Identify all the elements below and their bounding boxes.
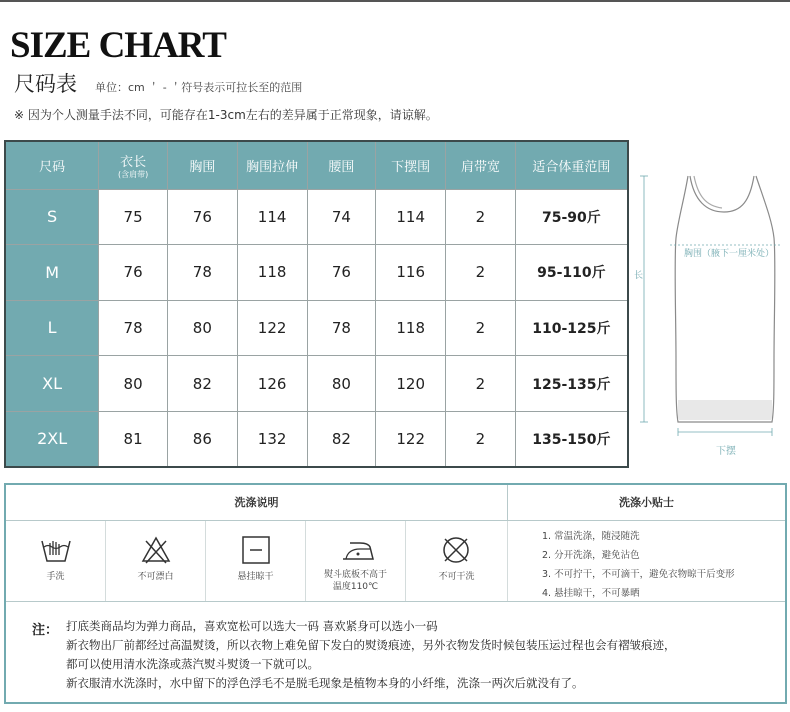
care-icon-label: 悬挂晾干 (237, 572, 274, 582)
care-icon-label (306, 569, 405, 593)
note-line: 都可以使用清水洗涤或蒸汽熨斗熨烫一下就可以。 (66, 657, 319, 671)
header-sublabel: (含肩带) (117, 170, 149, 180)
iron-icon (340, 535, 376, 565)
list-item: 2. 分开洗涤，避免沾色 (542, 550, 640, 561)
note-line: 打底类商品均为弹力商品，喜欢宽松可以选大一码 喜欢紧身可以选小一码 (66, 619, 438, 633)
page-title: SIZE CHART (10, 25, 226, 66)
note-line: 新衣物出厂前都经过高温熨烫，所以衣物上难免留下发白的熨烫痕迹，另外衣物发货时候包装压运过程也会有褶皱痕迹， (66, 638, 676, 652)
table-cell: 2 (446, 356, 516, 412)
no-dry-clean-icon (440, 535, 472, 565)
iron-label-line2: 温度110℃ (332, 582, 379, 592)
care-icon-label: 不可干洗 (438, 572, 475, 582)
size-cell: S (5, 189, 99, 245)
hand-wash-icon (40, 535, 72, 565)
table-cell: 82 (307, 411, 376, 467)
weight-cell: 110-125斤 (515, 300, 628, 356)
table-cell: 82 (167, 356, 237, 412)
measurement-disclaimer: ※ 因为个人测量手法不同，可能存在1-3cm左右的差异属于正常现象，请谅解。 (14, 108, 438, 122)
size-cell: XL (5, 356, 99, 412)
weight-cell: 135-150斤 (515, 411, 628, 467)
table-row (5, 245, 628, 301)
header-label: 适合体重范围 (532, 159, 611, 175)
weight-cell: 75-90斤 (515, 189, 628, 245)
table-cell: 76 (307, 245, 376, 301)
table-cell: 80 (99, 356, 168, 412)
header-label: 胸围 (189, 159, 216, 175)
note-line: 新衣服清水洗涤时，水中留下的浮色浮毛不是脱毛现象是植物本身的小纤维，洗涤一两次后就没有了。 (66, 676, 584, 690)
header-label: 腰围 (328, 159, 355, 175)
table-cell: 78 (307, 300, 376, 356)
list-item: 4. 悬挂晾干，不可暴晒 (542, 588, 640, 599)
table-cell: 2 (446, 411, 516, 467)
table-cell: 114 (237, 189, 307, 245)
divider (6, 601, 785, 602)
table-cell: 2 (446, 245, 516, 301)
header-weight-range (515, 141, 628, 189)
care-section (4, 483, 787, 704)
weight-cell: 95-110斤 (515, 245, 628, 301)
table-cell: 114 (376, 189, 446, 245)
hem-label: 下摆 (716, 446, 736, 457)
note-label: 注： (32, 623, 59, 638)
table-row (5, 356, 628, 412)
care-tips-list (542, 527, 735, 603)
table-cell: 2 (446, 189, 516, 245)
care-icon-cell (6, 521, 106, 601)
table-row (5, 411, 628, 467)
notes-block (66, 617, 676, 693)
header-label: 尺码 (39, 159, 66, 175)
list-item: 3. 不可拧干，不可滴干，避免衣物晾干后变形 (542, 569, 735, 580)
page-subtitle: 尺码表 (14, 72, 77, 96)
header-label: 下摆围 (391, 159, 431, 175)
iron-label-line1: 熨斗底板不高于 (323, 570, 387, 580)
hang-dry-icon (240, 535, 272, 565)
care-icon-cell (406, 521, 508, 601)
header-chest-stretch (237, 141, 307, 189)
table-cell: 76 (99, 245, 168, 301)
table-cell: 74 (307, 189, 376, 245)
length-label: 长 (634, 271, 644, 281)
table-cell: 118 (237, 245, 307, 301)
size-table (4, 140, 629, 468)
table-cell: 120 (376, 356, 446, 412)
table-row (5, 300, 628, 356)
garment-diagram (632, 160, 790, 465)
header-hem (376, 141, 446, 189)
header-strap-width (446, 141, 516, 189)
top-rule (0, 0, 790, 2)
header-size (5, 141, 99, 189)
header-length (99, 141, 168, 189)
table-cell: 2 (446, 300, 516, 356)
header-chest (167, 141, 237, 189)
table-cell: 116 (376, 245, 446, 301)
care-icon-label: 不可漂白 (137, 572, 174, 582)
size-cell: M (5, 245, 99, 301)
care-instructions-title: 洗涤说明 (6, 485, 508, 521)
size-cell: 2XL (5, 411, 99, 467)
care-icon-cell (106, 521, 206, 601)
table-cell: 122 (376, 411, 446, 467)
list-item: 1. 常温洗涤，随浸随洗 (542, 531, 640, 542)
table-cell: 132 (237, 411, 307, 467)
table-cell: 78 (167, 245, 237, 301)
chest-label: 胸围（腋下一厘米处） (684, 249, 775, 259)
care-icon-cell (306, 521, 406, 601)
table-cell: 78 (99, 300, 168, 356)
header-label: 衣长 (120, 155, 147, 171)
header-waist (307, 141, 376, 189)
table-cell: 76 (167, 189, 237, 245)
size-cell: L (5, 300, 99, 356)
care-icon-cell (206, 521, 306, 601)
hem-band (678, 400, 772, 420)
care-icon-label: 手洗 (46, 572, 65, 582)
header-label: 胸围拉伸 (246, 159, 299, 175)
care-tips-title: 洗涤小贴士 (508, 485, 785, 521)
no-bleach-icon (140, 535, 172, 565)
table-cell: 126 (237, 356, 307, 412)
table-cell: 81 (99, 411, 168, 467)
table-cell: 86 (167, 411, 237, 467)
table-cell: 118 (376, 300, 446, 356)
unit-note: 单位：cm ＇ - ＇符号表示可拉长至的范围 (95, 81, 303, 94)
table-cell: 122 (237, 300, 307, 356)
table-header-row (5, 141, 628, 189)
table-cell: 80 (167, 300, 237, 356)
table-row (5, 189, 628, 245)
header-label: 肩带宽 (460, 159, 500, 175)
table-cell: 75 (99, 189, 168, 245)
tank-top-outline (675, 176, 775, 422)
table-cell: 80 (307, 356, 376, 412)
weight-cell: 125-135斤 (515, 356, 628, 412)
